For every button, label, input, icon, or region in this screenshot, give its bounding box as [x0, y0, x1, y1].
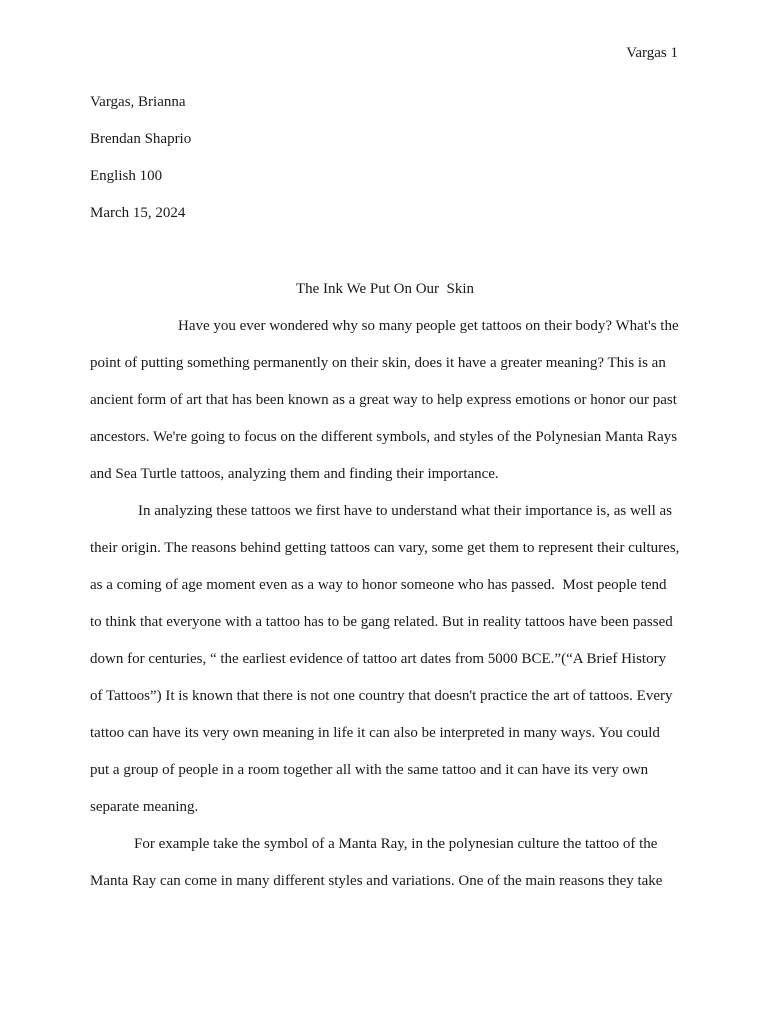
student-name: Vargas, Brianna	[90, 94, 186, 110]
course-name: English 100	[90, 168, 163, 184]
essay-body	[90, 308, 684, 900]
paragraph-1: Have you ever wondered why so many people get tattoos on their body? What's the point of putting something permanently on their skin, does it have a greater meaning? This is an ancient form of art that has been known as a great way to help express emotions or honor our past ancestors. We're going to focus on the different symbols, and styles of the Polynesian Manta Rays and Sea Turtle tattoos, analyzing them and finding their importance.	[90, 318, 679, 482]
paragraph-2: In analyzing these tattoos we first have to understand what their importance is, as well as their origin. The reasons behind getting tattoos can vary, some get them to represent their cultures, as a coming of age moment even as a way to honor someone who has passed. Most people tend to think that everyone with a tattoo has to be gang related. But in reality tattoos have been passed down for centuries, “ the earliest evidence of tattoo art dates from 5000 BCE.”(“A Brief History of Tattoos”) It is known that there is not one country that doesn't practice the art of tattoos. Every tattoo can have its very own meaning in life it can also be interpreted in many ways. You could put a group of people in a room together all with the same tattoo and it can have its very own separate meaning.	[90, 503, 684, 815]
mla-heading	[90, 93, 680, 241]
submission-date: March 15, 2024	[90, 205, 186, 221]
running-head: Vargas 1	[626, 45, 678, 61]
instructor-name: Brendan Shaprio	[90, 131, 192, 147]
essay-title: The Ink We Put On Our Skin	[295, 281, 475, 297]
paragraph-3: For example take the symbol of a Manta Ray, in the polynesian culture the tattoo of the Manta Ray can come in many different styles and variations. One of the main reasons they take	[90, 836, 663, 889]
